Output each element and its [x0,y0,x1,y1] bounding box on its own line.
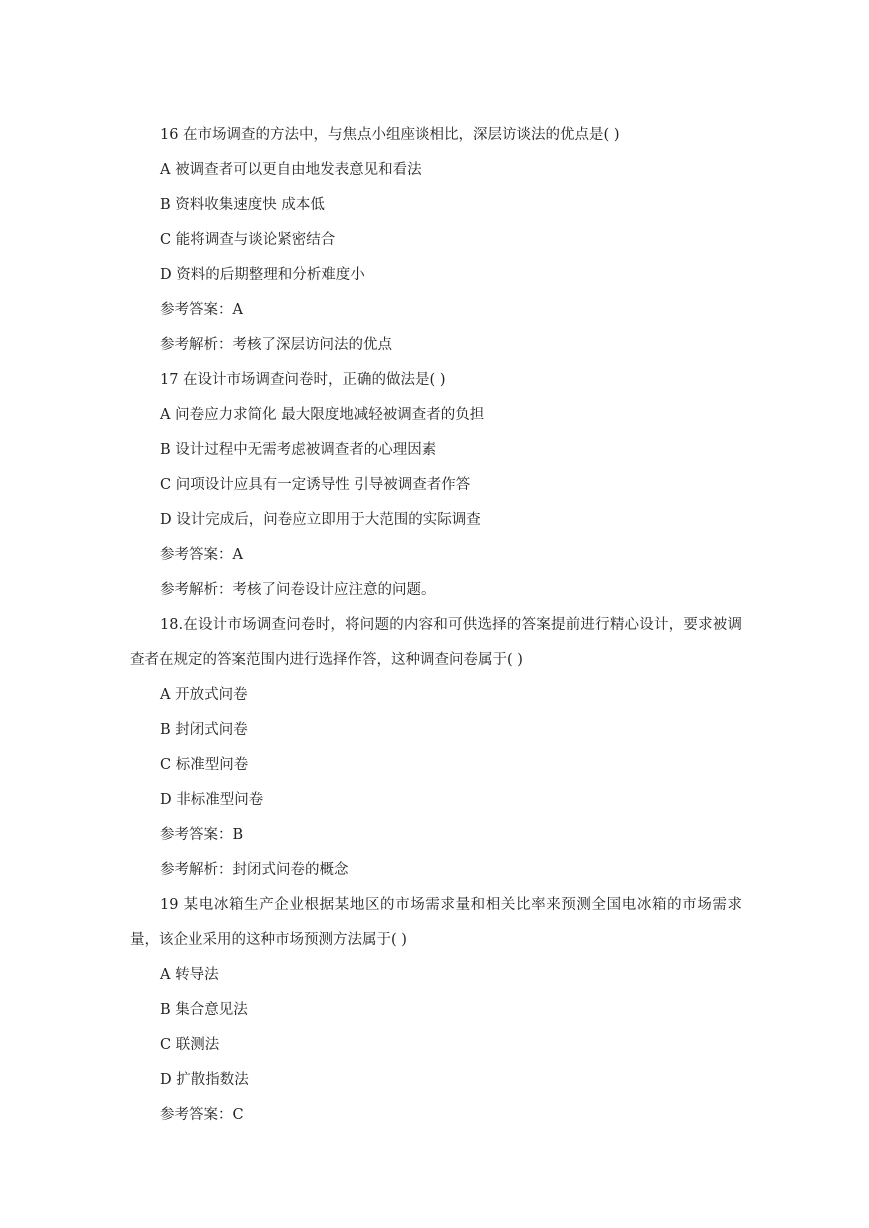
q17-option-b: B 设计过程中无需考虑被调查者的心理因素 [160,442,437,458]
question-16-text: 16 在市场调查的方法中，与焦点小组座谈相比，深层访谈法的优点是( ) [160,127,620,143]
q18-answer: 参考答案：B [160,827,244,843]
q18-option-d: D 非标准型问卷 [160,792,264,808]
q17-option-d: D 设计完成后，问卷应立即用于大范围的实际调查 [160,512,481,528]
q16-option-c: C 能将调查与谈论紧密结合 [160,232,336,248]
q19-option-c: C 联测法 [160,1037,220,1053]
q17-explanation: 参考解析：考核了问卷设计应注意的问题。 [160,582,436,598]
q17-option-c: C 问项设计应具有一定诱导性 引导被调查者作答 [160,477,471,493]
q18-option-b: B 封闭式问卷 [160,722,248,738]
q16-option-d: D 资料的后期整理和分析难度小 [160,267,365,283]
q19-option-d: D 扩散指数法 [160,1072,249,1088]
q16-option-b: B 资料收集速度快 成本低 [160,197,325,213]
document-body [130,118,742,1133]
q16-option-a: A 被调查者可以更自由地发表意见和看法 [160,162,422,178]
q19-option-b: B 集合意见法 [160,1002,248,1018]
q17-option-a: A 问卷应力求简化 最大限度地减轻被调查者的负担 [160,407,485,423]
q18-option-a: A 开放式问卷 [160,687,248,703]
question-17-text: 17 在设计市场调查问卷时，正确的做法是( ) [160,372,446,388]
q19-option-a: A 转导法 [160,967,219,983]
question-18-text: 18.在设计市场调查问卷时，将问题的内容和可供选择的答案提前进行精心设计，要求被调查者在规定的答案范围内进行选择作答，这种调查问卷属于( ) [130,617,742,668]
q19-answer: 参考答案：C [160,1107,244,1123]
q17-answer: 参考答案：A [160,547,243,563]
question-19-text: 19 某电冰箱生产企业根据某地区的市场需求量和相关比率来预测全国电冰箱的市场需求量，该企业采用的这种市场预测方法属于( ) [130,897,742,948]
q16-answer: 参考答案：A [160,302,243,318]
q18-explanation: 参考解析：封闭式问卷的概念 [160,862,349,878]
q16-explanation: 参考解析：考核了深层访问法的优点 [160,337,392,353]
q18-option-c: C 标准型问卷 [160,757,249,773]
